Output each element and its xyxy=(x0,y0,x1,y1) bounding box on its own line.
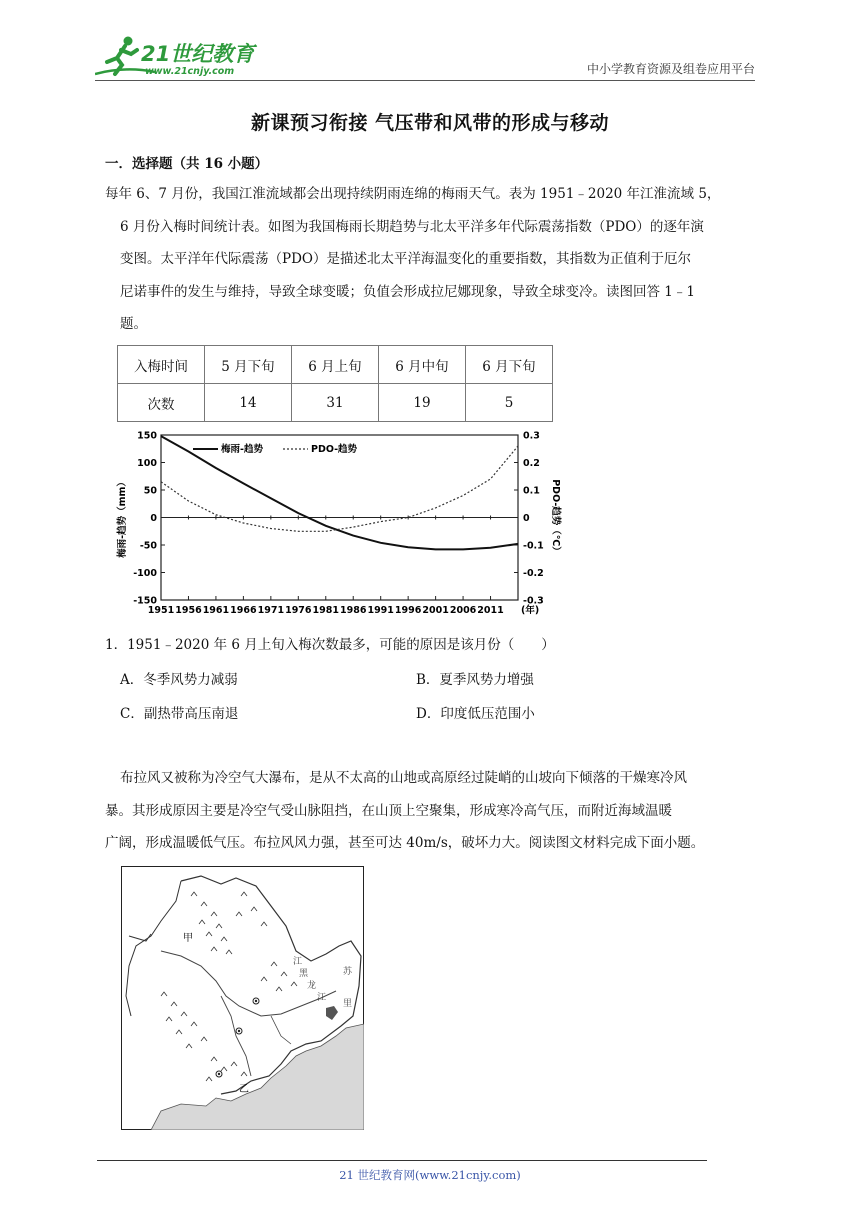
platform-name: 中小学教育资源及组卷应用平台 xyxy=(586,62,755,76)
table-cell: 5 xyxy=(466,384,553,422)
logo-url: www.21cnjy.com xyxy=(145,66,235,77)
y-left-axis-title: 梅雨-趋势（mm） xyxy=(117,477,128,558)
x-tick-label: 1991 xyxy=(367,605,394,616)
table-header-cell: 6 月上旬 xyxy=(292,346,379,384)
option-c[interactable]: C．副热带高压南退 xyxy=(120,706,239,722)
y-left-tick-label: 0 xyxy=(150,513,157,524)
pdo-trend-line xyxy=(161,446,518,531)
y-left-tick-label: 150 xyxy=(137,430,157,442)
passage-line: 尼诺事件的发生与维持，导致全球变暖；负值会形成拉尼娜现象，导致全球变冷。读图回答 1﹣1 xyxy=(120,283,695,300)
x-tick-label: 2001 xyxy=(422,605,449,616)
site-logo xyxy=(95,32,295,82)
map-label: 里 xyxy=(343,999,353,1009)
footer-divider xyxy=(97,1160,707,1161)
map-label: 江 xyxy=(317,993,327,1003)
x-tick-label: 1986 xyxy=(340,605,367,616)
option-d[interactable]: D．印度低压范围小 xyxy=(416,706,535,722)
x-tick-label: 1996 xyxy=(394,605,422,616)
y-left-tick-label: -150 xyxy=(133,595,157,607)
question-1-stem: 1．1951﹣2020 年 6 月上旬入梅次数最多，可能的原因是该月份（ ） xyxy=(105,637,555,653)
map-label: 龙 xyxy=(307,981,317,991)
legend-meiyu-label: 梅雨-趋势 xyxy=(221,444,263,455)
passage-line: 题。 xyxy=(120,316,147,332)
y-right-tick-label: -0.1 xyxy=(523,540,544,552)
y-left-tick-label: -50 xyxy=(139,540,157,552)
passage-line: 6 月份入梅时间统计表。如图为我国梅雨长期趋势与北太平洋多年代际震荡指数（PDO）的逐年演 xyxy=(120,218,704,235)
y-left-tick-label: 50 xyxy=(143,485,157,497)
table-row xyxy=(118,346,553,384)
passage-line: 暴。其形成原因主要是冷空气受山脉阻挡，在山顶上空聚集，形成寒冷高气压，而附近海域温暖 xyxy=(105,802,672,819)
option-b[interactable]: B．夏季风势力增强 xyxy=(416,672,534,688)
x-tick-label: 1981 xyxy=(312,605,339,616)
header-divider xyxy=(95,80,755,81)
map-label: 黑 xyxy=(299,969,309,979)
y-right-tick-label: 0 xyxy=(523,513,530,524)
map-label-yi: 乙 xyxy=(239,1084,249,1095)
table-cell: 19 xyxy=(379,384,466,422)
x-tick-label: 1961 xyxy=(202,605,230,616)
table-header-cell: 6 月中旬 xyxy=(379,346,466,384)
x-tick-label: 1971 xyxy=(257,605,285,616)
table-header-cell: 5 月下旬 xyxy=(205,346,292,384)
trend-chart xyxy=(113,425,563,625)
northeast-map xyxy=(121,866,364,1130)
table-cell: 31 xyxy=(292,384,379,422)
y-left-tick-label: -100 xyxy=(133,568,157,579)
x-tick-label: 1951 xyxy=(147,605,175,616)
passage-line: 布拉风又被称为冷空气大瀑布，是从不太高的山地或高原经过陡峭的山坡向下倾落的干燥寒冷风 xyxy=(120,770,687,786)
map-label: 江 xyxy=(293,957,303,967)
x-unit-label: (年) xyxy=(521,605,540,616)
table-cell: 14 xyxy=(205,384,292,422)
option-a[interactable]: A．冬季风势力减弱 xyxy=(120,672,238,688)
x-tick-label: 1976 xyxy=(285,605,312,616)
logo-text: 21世纪教育 xyxy=(141,42,255,66)
x-tick-label: 1966 xyxy=(230,605,257,616)
section-heading: 一．选择题（共 16 小题） xyxy=(105,156,269,172)
passage-line: 广阔，形成温暖低气压。布拉风风力强，甚至可达 40m/s，破坏力大。阅读图文材料完成下面小题。 xyxy=(105,835,705,851)
passage-line: 每年 6、7 月份，我国江淮流域都会出现持续阴雨连绵的梅雨天气。表为 1951﹣2020 年江淮流域 5， xyxy=(105,186,721,202)
table-header-cell: 6 月下旬 xyxy=(466,346,553,384)
footer-text: 21 世纪教育网(www.21cnjy.com) xyxy=(339,1168,521,1182)
plum-rain-onset-table xyxy=(117,345,553,422)
map-label-jia: 甲 xyxy=(183,933,193,944)
y-left-tick-label: 100 xyxy=(137,458,157,469)
x-tick-label: 2011 xyxy=(477,605,504,616)
table-header-cell: 入梅时间 xyxy=(118,346,205,384)
x-tick-label: 2006 xyxy=(449,605,477,616)
y-right-tick-label: 0.2 xyxy=(523,458,540,469)
x-tick-label: 1956 xyxy=(175,605,202,616)
page-title: 新课预习衔接 气压带和风带的形成与移动 xyxy=(250,112,610,134)
passage-2 xyxy=(105,762,770,860)
y-right-tick-label: 0.3 xyxy=(523,430,540,442)
legend-pdo-label: PDO-趋势 xyxy=(311,444,358,455)
passage-line: 变图。太平洋年代际震荡（PDO）是描述北太平洋海温变化的重要指数，其指数为正值利于厄尔 xyxy=(120,251,691,267)
map-label: 苏 xyxy=(343,967,353,977)
y-right-tick-label: -0.2 xyxy=(523,568,544,579)
table-cell: 次数 xyxy=(118,384,205,422)
passage-1 xyxy=(105,178,765,341)
y-right-tick-label: -0.3 xyxy=(523,595,544,607)
table-row xyxy=(118,384,553,422)
y-right-tick-label: 0.1 xyxy=(523,485,540,497)
y-right-axis-title: PDO-趋势（℃） xyxy=(550,479,561,556)
